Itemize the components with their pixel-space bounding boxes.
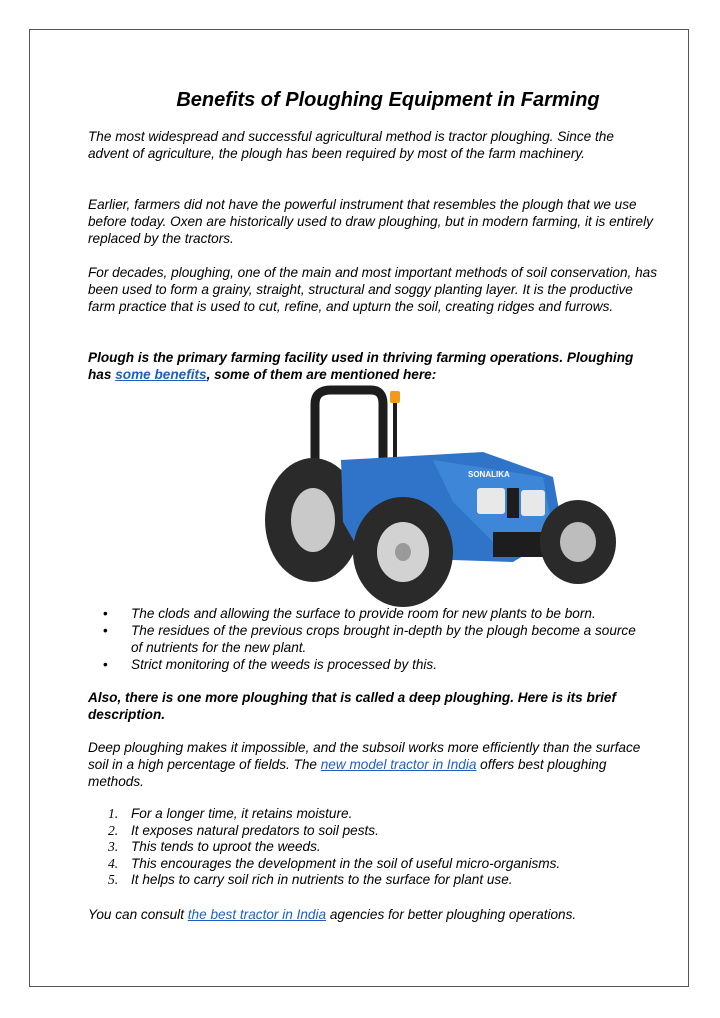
list-item: • The residues of the previous crops brought in-depth by the plough become a source of nutrients for the new plant. <box>103 623 636 655</box>
deep-ploughing-heading: Also, there is one more ploughing that is called a deep ploughing. Here is its brief description. <box>88 690 616 722</box>
headlight-right <box>521 490 545 516</box>
list-item: 3. This tends to uproot the weeds. <box>108 839 321 854</box>
headlight-left <box>477 488 505 514</box>
page-title: Benefits of Ploughing Equipment in Farming <box>176 89 600 111</box>
tractor-image <box>253 382 633 612</box>
brand-label: SONALIKA <box>468 470 510 479</box>
list-item: 4. This encourages the development in the soil of useful micro-organisms. <box>108 855 561 871</box>
list-item: 5. It helps to carry soil rich in nutrients to the surface for plant use. <box>108 872 513 887</box>
some-benefits-link[interactable]: some benefits <box>115 367 207 382</box>
document-page <box>29 29 689 987</box>
benefits-intro-tail: , some of them are mentioned here: <box>206 367 437 382</box>
deep-ploughing-list <box>108 806 648 889</box>
list-item: • The clods and allowing the surface to provide room for new plants to be born. <box>103 606 596 621</box>
benefits-intro <box>88 349 658 383</box>
closing-paragraph: You can consult the best tractor in India agencies for better ploughing operations. <box>88 907 577 922</box>
paragraph-3: For decades, ploughing, one of the main and most important methods of soil conservation, has been used to form a grainy, straight, structural and soggy planting layer. It is the productive farm practice that is used to cut, refine, and upturn the soil, creating ridges and furrows. <box>88 265 657 314</box>
list-item: 2. It exposes natural predators to soil pests. <box>108 822 379 838</box>
best-tractor-link[interactable]: the best tractor in India <box>187 907 327 922</box>
paragraph-1: The most widespread and successful agricultural method is tractor ploughing. Since the advent of agriculture, the plough has been required by most of the farm machinery. <box>88 129 614 161</box>
paragraph-2: Earlier, farmers did not have the powerful instrument that resembles the plough that we use before today. Oxen are historically used to draw ploughing, but in modern farming, it is entirely replaced by the tractors. <box>88 197 653 246</box>
benefits-list <box>103 605 643 673</box>
list-item: 1. For a longer time, it retains moisture. <box>108 806 353 821</box>
benefits-intro-text: Plough is the primary farming facility used in thriving farming operations. Ploughing has <box>88 350 634 382</box>
list-item: • Strict monitoring of the weeds is processed by this. <box>103 657 437 672</box>
warning-lamp <box>390 391 400 403</box>
new-model-tractor-link[interactable]: new model tractor in India <box>320 757 477 772</box>
deep-ploughing-paragraph: Deep ploughing makes it impossible, and the subsoil works more efficiently than the surface soil in a high percentage of fields. The new model tractor in India offers best ploughing methods. <box>88 740 641 789</box>
